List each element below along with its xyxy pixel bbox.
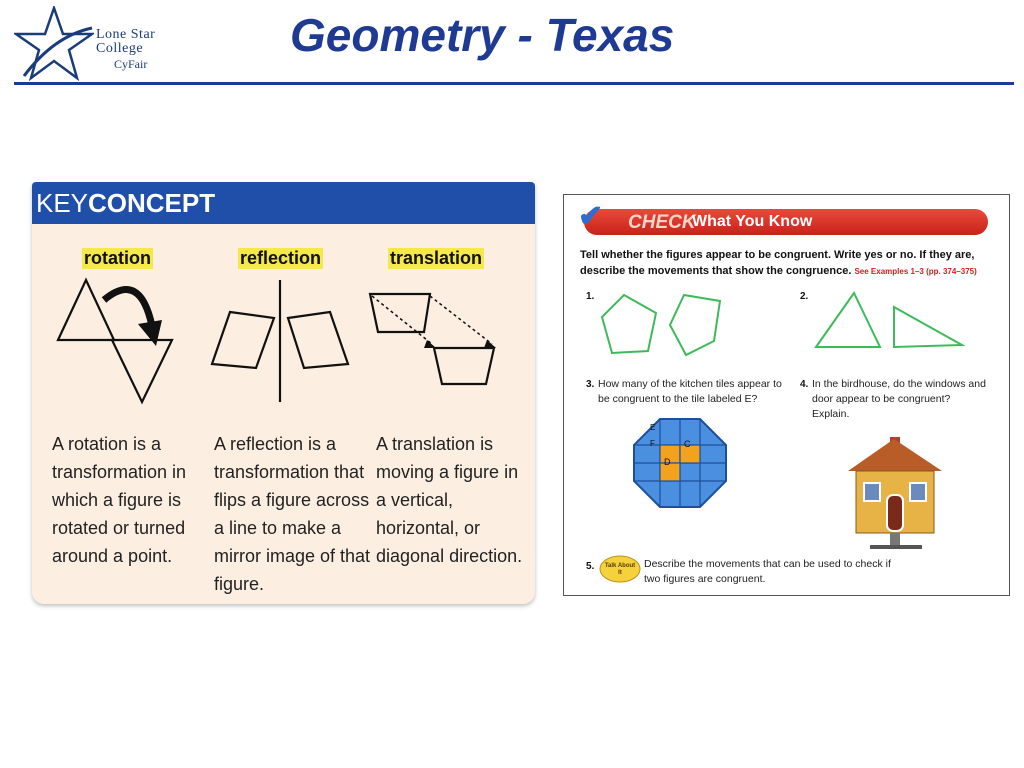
item-5-question: Describe the movements that can be used to check if two figures are congruent. — [644, 558, 891, 585]
tile-label-e: E — [650, 423, 656, 432]
talk-about-it-badge: Talk About It — [604, 563, 636, 576]
slide-title: Geometry - Texas — [290, 9, 675, 61]
key-concept-title-concept: CONCEPT — [88, 188, 216, 218]
rotation-diagram — [58, 280, 172, 402]
item-2-number: 2. — [800, 291, 809, 302]
reflection-label: reflection — [240, 248, 322, 268]
key-concept-panel — [32, 182, 535, 604]
logo-line2: College — [96, 41, 144, 56]
tile-label-c: C — [684, 439, 691, 449]
translation-label: translation — [390, 248, 483, 268]
checkmark-icon: ✔ — [578, 200, 604, 233]
item-3-question: How many of the kitchen tiles appear to be congruent to the tile labeled E? — [598, 378, 782, 405]
triangle-b — [894, 307, 962, 347]
instruction-text: Tell whether the figures appear to be congruent. Write yes or no. If they are, describe the movements that show the congruence. — [580, 249, 975, 277]
pentagon-b — [670, 295, 720, 355]
rotation-label: rotation — [84, 248, 151, 268]
item-1-number: 1. — [586, 291, 595, 302]
key-concept-title-key: KEY — [36, 188, 89, 218]
triangle-a — [816, 293, 880, 347]
translation-definition: A translation is moving a figure in a vertical, horizontal, or diagonal direction. — [376, 434, 523, 566]
reflection-diagram — [212, 280, 348, 402]
item-3-number: 3. — [586, 379, 595, 390]
transformation-diagrams — [32, 182, 535, 422]
item-4-question: In the birdhouse, do the windows and door appear to be congruent? Explain. — [812, 378, 986, 420]
star-icon — [14, 6, 94, 82]
check-title: CHECK — [628, 212, 696, 233]
item-5-number: 5. — [586, 561, 595, 572]
tile-label-d: D — [664, 457, 671, 467]
what-you-know-title: What You Know — [692, 213, 813, 230]
logo-line3: CyFair — [114, 57, 148, 71]
pentagon-a — [602, 295, 656, 353]
rotation-definition: A rotation is a transformation in which a figure is rotated or turned around a point. — [52, 434, 187, 566]
tile-label-f: F — [650, 439, 655, 448]
college-logo — [14, 6, 184, 82]
title-divider — [14, 82, 1014, 85]
kitchen-tiles-figure — [634, 419, 726, 507]
check-what-you-know-panel — [563, 194, 1010, 596]
translation-diagram — [370, 294, 496, 384]
birdhouse-figure — [848, 437, 942, 549]
logo-line1: Lone Star — [96, 27, 156, 42]
reflection-definition: A reflection is a transformation that flips a figure across a line to make a mirror image of that figure. — [214, 434, 371, 594]
item-4-number: 4. — [800, 379, 809, 390]
see-examples-note: See Examples 1–3 (pp. 374–375) — [854, 267, 977, 276]
